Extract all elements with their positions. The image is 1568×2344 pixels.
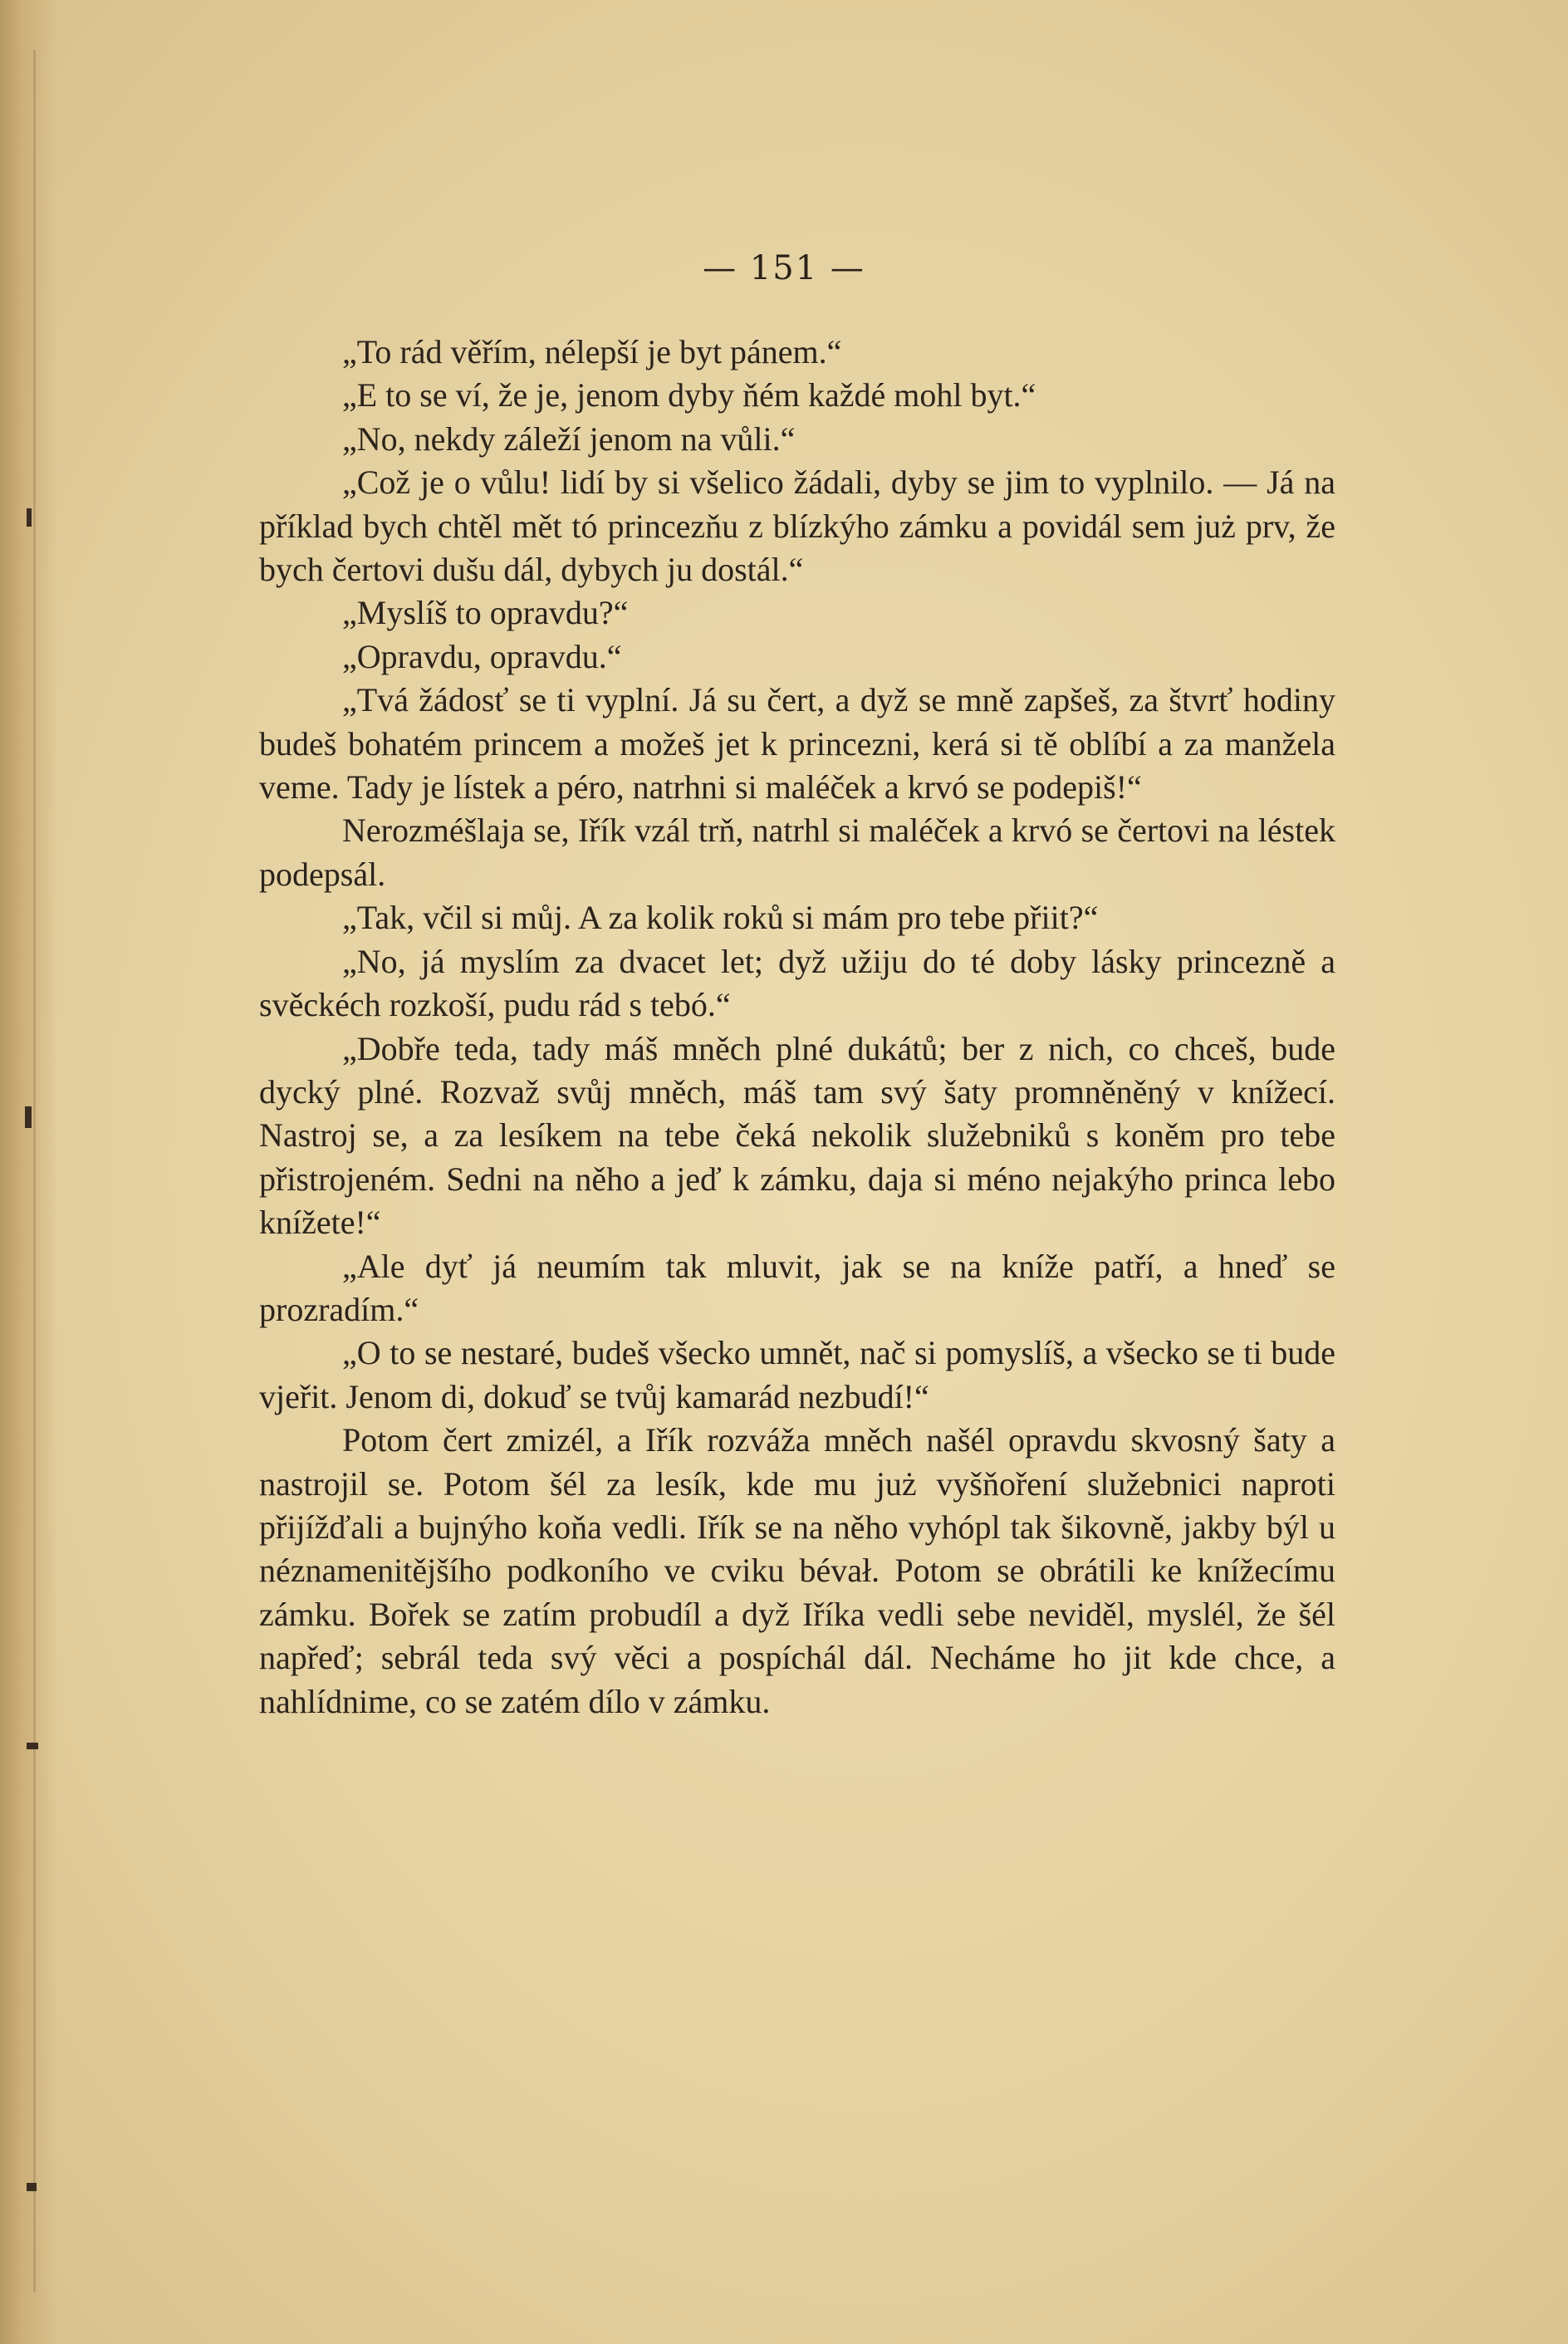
paragraph: „Dobře teda, tady máš mněch plné dukátů; ber z nich, co chceš, bude dycký plné. Rozvaž svůj mněch, máš tam svý šaty promněněný v knížecí. Nastroj se, a za lesíkem na tebe čeká nekolik služebniků s koněm pro tebe přistrojeném. Sedni na něho a jeď k zámku, daja si méno nejakýho princa lebo knížete!“ bbox=[259, 1029, 1335, 1242]
paragraph: „Myslíš to opravdu?“ bbox=[342, 594, 629, 632]
paragraph: Potom čert zmizél, a Iřík rozváža mněch našél opravdu skvosný šaty a nastrojil se. Potom šél za lesík, kde mu już vyšňoření služebnici naproti přijížďali a bujnýho koňa vedli. Iřík se na něho vyhópl tak šikovně, jakby býl u néznamenitějšího podkoního ve cviku bévał. Potom se obrátili ke knížecímu zámku. Bořek se zatím probudíl a dyž Iříka vedli sebe neviděl, myslél, že šél napřeď; sebrál teda svý věci a pospíchál dál. Necháme ho jit kde chce, a nahlídnime, co se zatém dílo v zámku. bbox=[259, 1421, 1335, 1720]
paragraph: „Tvá žádosť se ti vyplní. Já su čert, a dyž se mně zapšeš, za štvrť hodiny budeš bohatém princem a možeš jet k princezni, kerá si tě oblíbí a za manžela veme. Tady je lístek a péro, natrhni si maléček a krvó se podepiš!“ bbox=[259, 681, 1335, 807]
paragraph: „O to se nestaré, budeš všecko umnět, nač si pomyslíš, a všecko se ti bude vjeřit. Jenom di, dokuď se tvůj kamarád nezbudí!“ bbox=[259, 1334, 1335, 1415]
margin-mark bbox=[27, 2183, 37, 2191]
paragraph: Nerozméšlaja se, Iřík vzál trň, natrhl si maléček a krvó se čertovi na léstek podepsál. bbox=[259, 812, 1335, 893]
paragraph: „To rád věřím, nélepší je byt pánem.“ bbox=[342, 333, 842, 370]
paragraph: „No, nekdy záleží jenom na vůli.“ bbox=[342, 419, 796, 458]
paragraph: „Opravdu, opravdu.“ bbox=[342, 637, 622, 675]
paragraph: „Ale dyť já neumím tak mluvit, jak se na kníže patří, a hneď se prozradím.“ bbox=[259, 1247, 1335, 1328]
margin-mark bbox=[27, 508, 32, 527]
paragraph: „E to se ví, že je, jenom dyby ňém každé mohl byt.“ bbox=[342, 376, 1036, 414]
paragraph: „Tak, včil si můj. A za kolik roků si mám pro tebe přiit?“ bbox=[342, 899, 1099, 937]
page-gutter bbox=[0, 0, 58, 2344]
paragraph: „Což je o vůlu! lidí by si všelico žádali, dyby se jim to vyplnilo. — Já na příklad bych chtěl mět tó princezňu z blízkýho zámku a povidál sem już prv, že bych čertovi dušu dál, dybych ju dostál.“ bbox=[259, 463, 1335, 589]
margin-mark bbox=[27, 1743, 38, 1749]
paragraph: „No, já myslím za dvacet let; dyž užiju do té doby lásky princezně a svěckéch rozkoší, pudu rád s tebó.“ bbox=[259, 942, 1335, 1024]
body-text bbox=[259, 331, 1335, 1724]
margin-mark bbox=[25, 1106, 32, 1128]
gutter-crease bbox=[33, 50, 36, 2293]
page-number: — 151 — bbox=[703, 249, 865, 287]
